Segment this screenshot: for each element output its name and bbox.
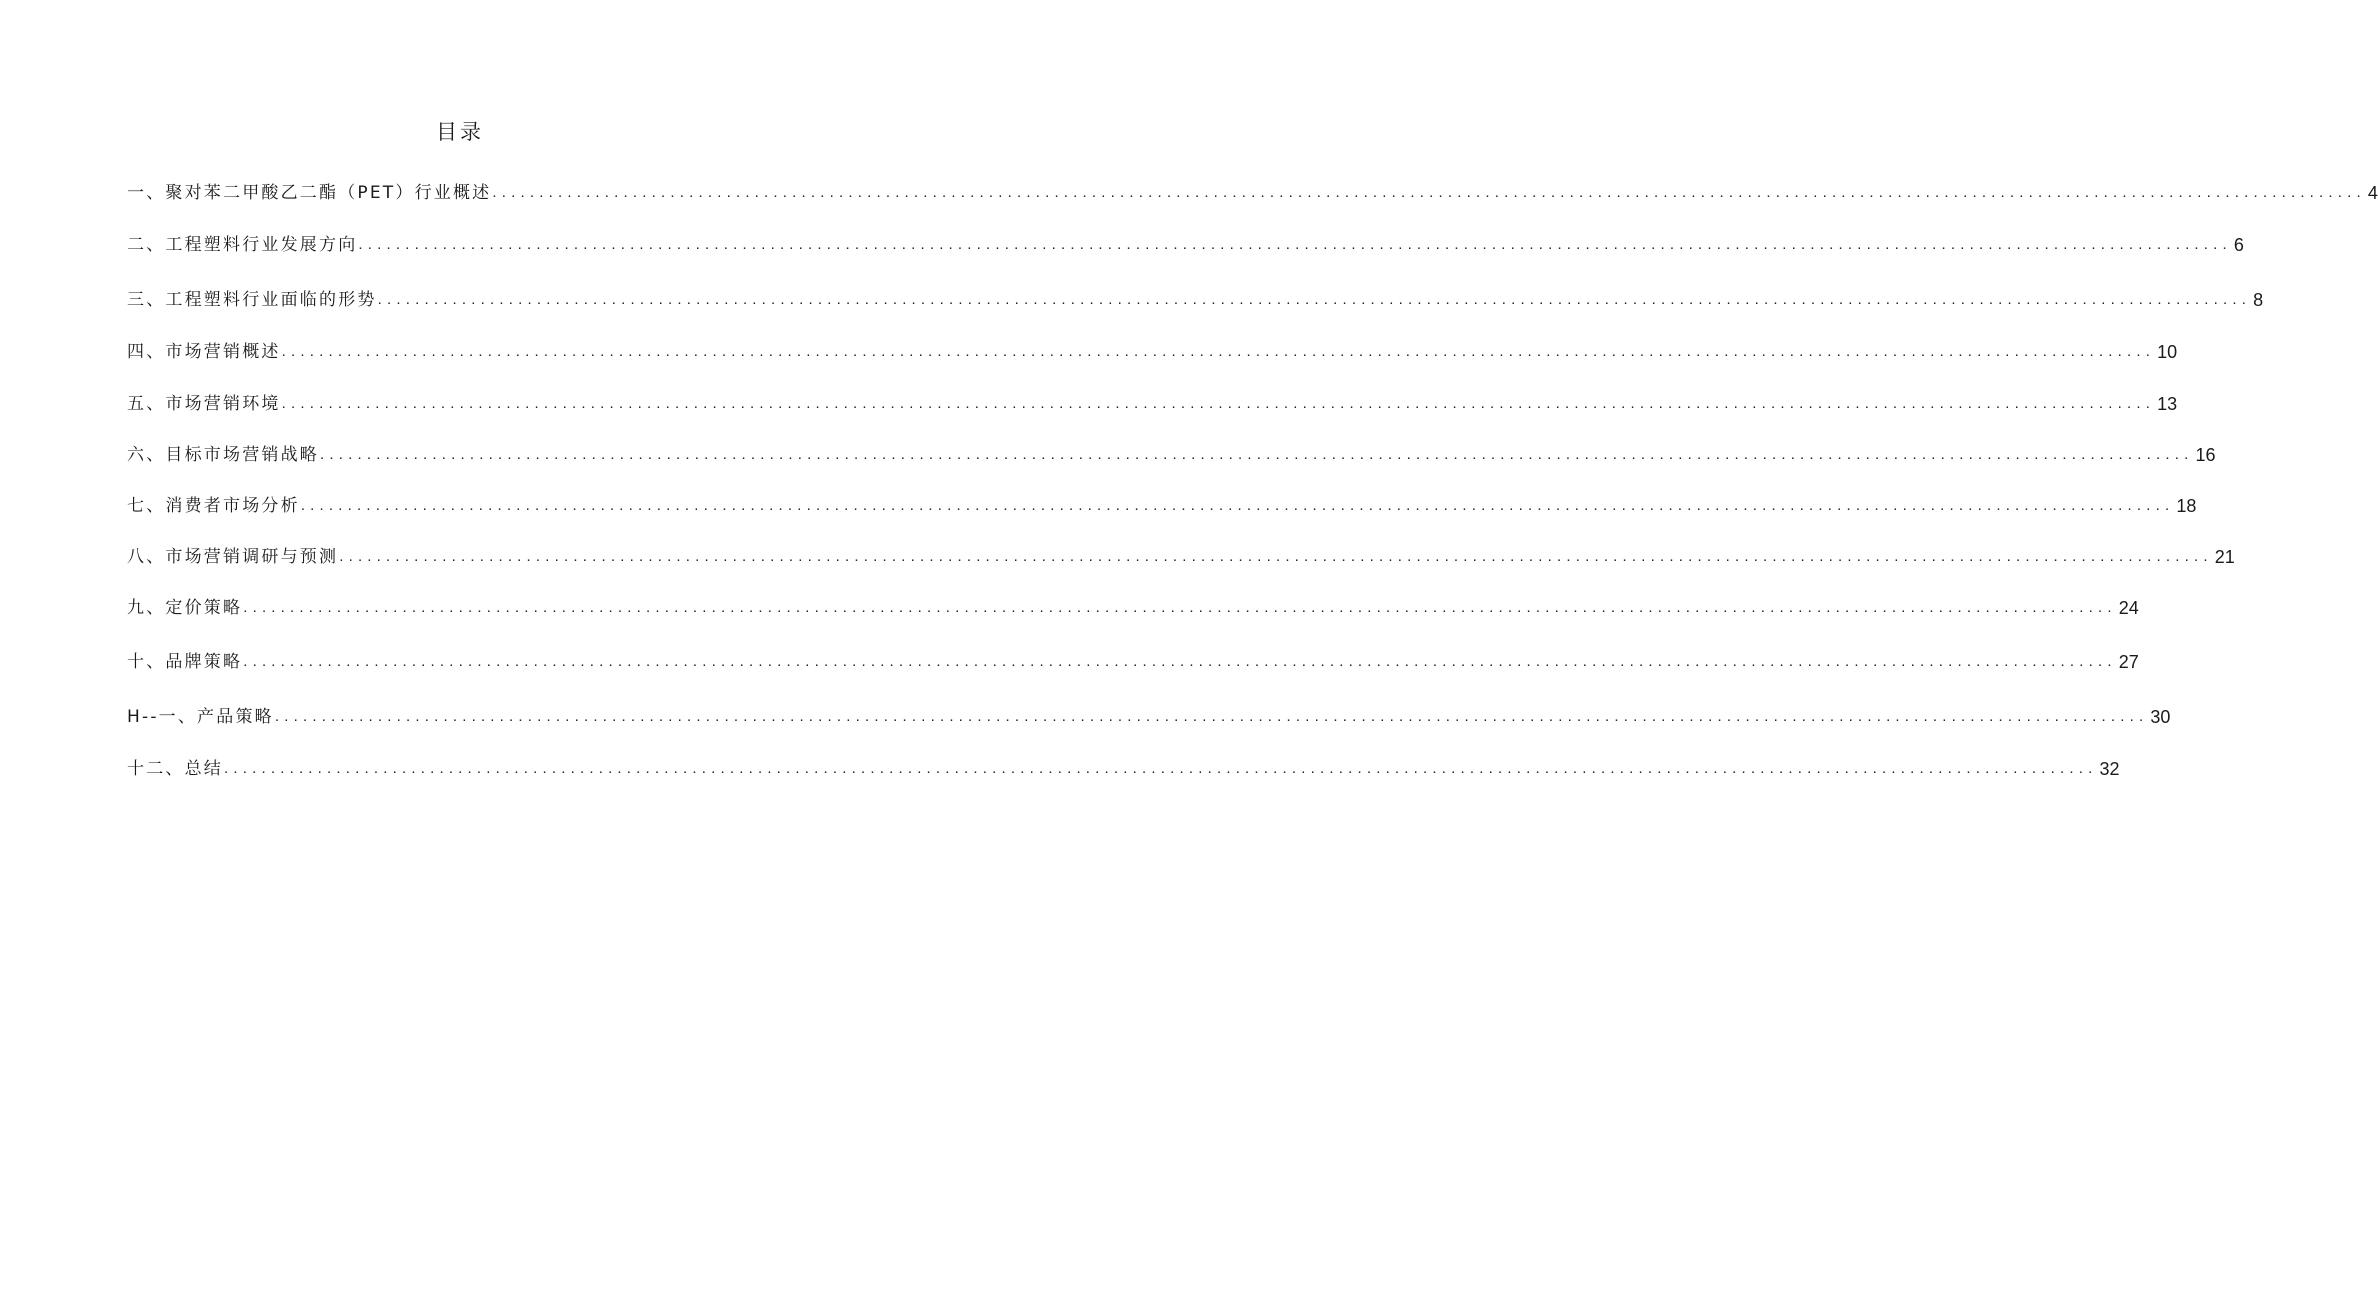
toc-entry-page-number: 32 (2099, 759, 2120, 779)
toc-entry-page-number: 13 (2157, 394, 2178, 414)
toc-entry-label: 十二、总结 (127, 759, 223, 779)
toc-leader-dots: ........................................................................................................................................................................................................ (243, 599, 2117, 616)
toc-entry-label: 六、目标市场营销战略 (127, 445, 319, 465)
toc-entry-page-number: 21 (2214, 547, 2235, 567)
toc-entry[interactable] (127, 287, 2264, 313)
toc-entry-label: 五、市场营销环境 (127, 394, 281, 414)
toc-entry-page-number: 6 (2233, 235, 2244, 255)
toc-entry[interactable] (127, 391, 2178, 417)
toc-leader-dots: ........................................................................................................................................................................................................ (274, 708, 2149, 725)
toc-entry-label: 九、定价策略 (127, 598, 243, 618)
toc-entry-label: H--一、产品策略 (127, 707, 274, 727)
toc-entry-page-number: 27 (2118, 652, 2139, 672)
toc-entry[interactable] (127, 180, 2378, 206)
toc-entry-page-number: 8 (2253, 290, 2264, 310)
toc-entry[interactable] (127, 232, 2244, 258)
toc-entry-page-number: 10 (2157, 342, 2178, 362)
toc-entry[interactable] (127, 544, 2235, 570)
toc-title: 目录 (436, 120, 484, 144)
toc-leader-dots: ........................................................................................................................................................................................................ (281, 343, 2156, 360)
toc-entry-label: 十、品牌策略 (127, 652, 243, 672)
toc-entry-label: 七、消费者市场分析 (127, 496, 300, 516)
toc-leader-dots: ........................................................................................................................................................................................................ (224, 760, 2098, 777)
toc-entry-page-number: 24 (2118, 598, 2139, 618)
toc-leader-dots: ........................................................................................................................................................................................................ (358, 236, 2232, 253)
toc-entry[interactable] (127, 704, 2171, 730)
toc-entry[interactable] (127, 493, 2197, 519)
toc-entry[interactable] (127, 339, 2178, 365)
toc-entry-label: 一、聚对苯二甲酸乙二酯（PET）行业概述 (127, 183, 492, 203)
toc-leader-dots: ........................................................................................................................................................................................................ (243, 653, 2117, 670)
toc-entry[interactable] (127, 649, 2139, 675)
toc-entry-label: 三、工程塑料行业面临的形势 (127, 290, 377, 310)
toc-entry[interactable] (127, 756, 2120, 782)
toc-entry-label: 二、工程塑料行业发展方向 (127, 235, 358, 255)
toc-entry-label: 四、市场营销概述 (127, 342, 281, 362)
toc-leader-dots: ........................................................................................................................................................................................................ (281, 395, 2156, 412)
toc-entry-label: 八、市场营销调研与预测 (127, 547, 339, 567)
toc-entry-page-number: 18 (2176, 496, 2197, 516)
toc-entry-page-number: 16 (2195, 445, 2216, 465)
toc-entry[interactable] (127, 595, 2139, 621)
toc-leader-dots: ........................................................................................................................................................................................................ (300, 497, 2175, 514)
toc-leader-dots: ........................................................................................................................................................................................................ (492, 184, 2366, 201)
toc-entry-page-number: 4 (2367, 183, 2378, 203)
toc-leader-dots: ........................................................................................................................................................................................................ (377, 291, 2252, 308)
toc-leader-dots: ........................................................................................................................................................................................................ (320, 446, 2194, 463)
toc-leader-dots: ........................................................................................................................................................................................................ (339, 548, 2213, 565)
toc-entry[interactable] (127, 442, 2216, 468)
toc-entry-page-number: 30 (2150, 707, 2171, 727)
